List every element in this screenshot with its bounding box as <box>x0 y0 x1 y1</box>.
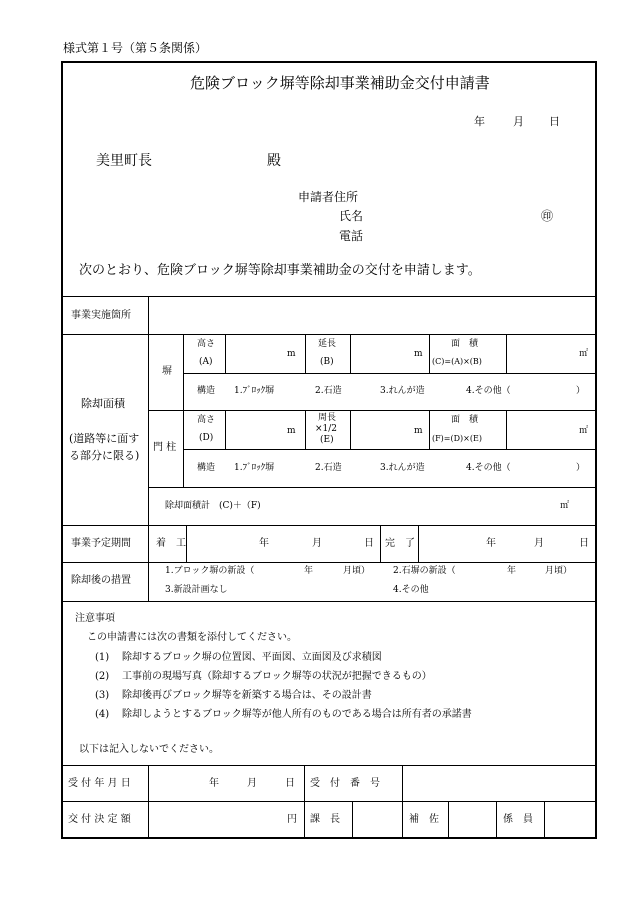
staff-label: 係 員 <box>503 814 533 825</box>
note-item-num: (3) <box>95 690 110 701</box>
removal-note-2: る部分に限る) <box>69 449 140 462</box>
note-item-text: 除却するブロック塀の位置図、平面図、立面図及び求積図 <box>122 652 382 663</box>
note-item-text: 除却後再びブロック塀等を新築する場合は、その設計書 <box>122 690 372 701</box>
row-divider <box>183 449 597 450</box>
form-number: 様式第１号（第５条関係） <box>63 41 208 55</box>
row-divider <box>61 334 597 335</box>
gate-height-unit: m <box>287 426 296 436</box>
after-option-stone-month: 月頃） <box>545 566 573 576</box>
wall-height-unit: m <box>287 349 296 359</box>
end-label: 完 了 <box>385 538 415 549</box>
note-item-text: 除却しようとするブロック塀等が他人所有のものである場合は所有者の承諾書 <box>122 709 472 720</box>
wall-option-other[interactable]: 4.その他（ <box>466 386 511 396</box>
col-divider <box>186 525 187 562</box>
gate-label: 門 柱 <box>153 442 177 453</box>
after-label: 除却後の措置 <box>71 575 131 586</box>
wall-area-formula: (C)=(A)×(B) <box>432 357 482 366</box>
site-label: 事業実施箇所 <box>71 310 131 321</box>
col-divider <box>148 296 149 601</box>
receipt-number-label: 受 付 番 号 <box>310 778 380 789</box>
gate-structure-label: 構造 <box>197 463 216 473</box>
after-option-stone[interactable]: 2.石塀の新設（ <box>393 566 456 576</box>
chief-label: 課 長 <box>310 814 340 825</box>
date-year[interactable]: 年 <box>474 115 485 128</box>
wall-length-label: 延長 <box>318 339 337 349</box>
gate-perimeter-sub: (E) <box>320 435 334 445</box>
row-divider <box>61 601 597 602</box>
amount-yen: 円 <box>287 814 297 825</box>
total-area-unit: ㎡ <box>560 501 570 511</box>
after-option-other[interactable]: 4.その他 <box>393 585 429 595</box>
after-option-block[interactable]: 1.ブロック塀の新設（ <box>165 566 255 576</box>
col-divider <box>506 334 507 373</box>
end-year[interactable]: 年 <box>486 538 496 549</box>
wall-label: 塀 <box>162 366 172 377</box>
col-divider <box>304 765 305 839</box>
col-divider <box>429 334 430 373</box>
gate-option-other[interactable]: 4.その他（ <box>466 463 511 473</box>
note-item-num: (1) <box>95 652 110 663</box>
applicant-name-label: 氏名 <box>339 209 364 223</box>
wall-height-sub: (A) <box>199 357 213 367</box>
removal-label: 除却面積 <box>81 397 125 410</box>
gate-option-brick[interactable]: 3.れんが造 <box>380 463 425 473</box>
note-item-text: 工事前の現場写真（除却するブロック塀等の状況が把握できるもの） <box>122 671 432 682</box>
col-divider <box>418 525 419 562</box>
start-day[interactable]: 日 <box>364 538 374 549</box>
receipt-year: 年 <box>209 778 219 789</box>
wall-area-label: 面 積 <box>451 339 479 349</box>
wall-option-stone[interactable]: 2.石造 <box>315 386 342 396</box>
wall-area-unit: ㎡ <box>579 349 589 359</box>
gate-area-unit: ㎡ <box>579 426 589 436</box>
receipt-date-label: 受 付 年 月 日 <box>68 778 131 789</box>
wall-option-block[interactable]: 1.ﾌﾞﾛｯｸ塀 <box>234 386 275 396</box>
seal-mark: ㊞ <box>541 209 554 223</box>
row-divider <box>61 801 597 802</box>
after-option-stone-year: 年 <box>507 566 517 576</box>
note-item-num: (4) <box>95 709 110 720</box>
gate-height-label: 高さ <box>197 415 216 425</box>
wall-length-sub: (B) <box>320 357 334 367</box>
after-option-block-year: 年 <box>304 566 314 576</box>
col-divider <box>352 801 353 839</box>
note-item-num: (2) <box>95 671 110 682</box>
gate-perimeter-half: ×1/2 <box>315 424 338 434</box>
col-divider <box>225 334 226 373</box>
date-month[interactable]: 月 <box>513 115 524 128</box>
gate-option-other-close: ） <box>576 463 586 473</box>
schedule-label: 事業予定期間 <box>71 538 131 549</box>
after-option-block-month: 月頃） <box>343 566 371 576</box>
col-divider <box>225 410 226 449</box>
receipt-day: 日 <box>285 778 295 789</box>
wall-structure-label: 構造 <box>197 386 216 396</box>
date-day[interactable]: 日 <box>549 115 560 128</box>
addressee-name: 美里町長 <box>96 153 152 169</box>
col-divider <box>448 801 449 839</box>
start-label: 着 工 <box>156 538 186 549</box>
col-divider <box>148 765 149 839</box>
addressee-honorific: 殿 <box>267 153 281 169</box>
notes-heading: 注意事項 <box>75 613 115 624</box>
start-month[interactable]: 月 <box>312 538 322 549</box>
notes-intro: この申請書には次の書類を添付してください。 <box>87 632 297 643</box>
row-divider <box>148 487 597 488</box>
gate-perimeter-unit: m <box>414 426 423 436</box>
row-divider <box>148 410 597 411</box>
end-day[interactable]: 日 <box>579 538 589 549</box>
amount-label: 交 付 決 定 額 <box>68 814 131 825</box>
col-divider <box>350 410 351 449</box>
form-title: 危険ブロック塀等除却事業補助金交付申請書 <box>190 74 490 92</box>
applicant-phone-label: 電話 <box>339 229 364 243</box>
row-divider <box>61 765 597 766</box>
col-divider <box>429 410 430 449</box>
col-divider <box>544 801 545 839</box>
notes-footer: 以下は記入しないでください。 <box>79 744 219 755</box>
col-divider <box>305 334 306 373</box>
gate-option-stone[interactable]: 2.石造 <box>315 463 342 473</box>
wall-option-brick[interactable]: 3.れんが造 <box>380 386 425 396</box>
receipt-month: 月 <box>247 778 257 789</box>
gate-option-block[interactable]: 1.ﾌﾞﾛｯｸ塀 <box>234 463 275 473</box>
wall-length-unit: m <box>414 349 423 359</box>
wall-option-other-close: ） <box>576 386 586 396</box>
end-month[interactable]: 月 <box>534 538 544 549</box>
assistant-label: 補 佐 <box>409 814 439 825</box>
after-option-none[interactable]: 3.新設計画なし <box>165 585 228 595</box>
gate-height-sub: (D) <box>199 433 214 443</box>
col-divider <box>350 334 351 373</box>
col-divider <box>183 334 184 487</box>
request-text: 次のとおり、危険ブロック塀等除却事業補助金の交付を申請します。 <box>79 263 481 278</box>
total-area-label: 除却面積計 (C)＋（F) <box>165 501 261 511</box>
row-divider <box>61 525 597 526</box>
col-divider <box>496 801 497 839</box>
site-field[interactable] <box>150 298 595 332</box>
row-divider <box>61 562 597 563</box>
row-divider <box>183 373 597 374</box>
col-divider <box>380 525 381 562</box>
removal-note-1: (道路等に面す <box>69 432 140 445</box>
wall-height-label: 高さ <box>197 339 216 349</box>
gate-area-formula: (F)=(D)×(E) <box>432 434 482 443</box>
applicant-address-label: 申請者住所 <box>298 190 359 204</box>
form-frame <box>61 61 597 839</box>
gate-area-label: 面 積 <box>451 415 479 425</box>
col-divider <box>506 410 507 449</box>
start-year[interactable]: 年 <box>259 538 269 549</box>
col-divider <box>402 801 403 839</box>
gate-perimeter-label: 周長 <box>318 413 337 423</box>
row-divider <box>61 296 597 297</box>
col-divider <box>305 410 306 449</box>
col-divider <box>402 765 403 801</box>
